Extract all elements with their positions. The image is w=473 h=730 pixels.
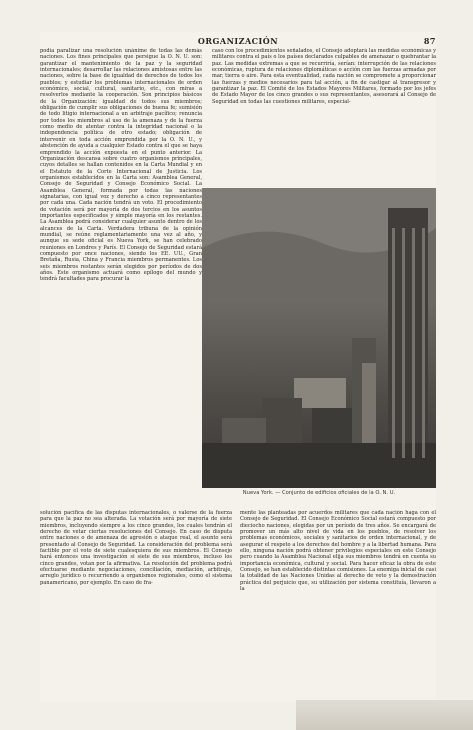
- page-header: [40, 32, 436, 48]
- city-skyline-illustration: [202, 188, 436, 488]
- page-number: 87: [423, 36, 436, 46]
- figure-caption: Nueva York. — Conjunto de edificios oficiales de la O. N. U.: [242, 490, 396, 496]
- scan-shadow: [296, 700, 473, 730]
- bottom-left-column-text: solución pacífica de las disputas internacionales, o valerse de la fuerza para que la paz no sea alterada. La votación será por mayoría de siete miembros, incluyendo siempre a los cinco grandes, los cuales tendrán el derecho de vetar ciertas resoluciones del Consejo. En caso de disputa entre naciones o de amenaza de agresión o ataque real, el asunto será presentado al Consejo de Seguridad. La consideración del problema será factible por el voto de siete cualesquiera de sus miembros. El Consejo hará entonces una investigación si siete de sus miembros, incluso los cinco grandes, votan por la afirmativa. La resolución del problema podrá efectuarse mediante negociaciones, conciliación, mediación, arbitraje, arreglo jurídico o recurriendo a organismos regionales, como el sistema panamericano, por ejemplo. En caso de fra-: [40, 510, 232, 586]
- bottom-right-column-text: mente las planteadas por acuerdos militares que cada nación haga con el Consejo de Seguridad. El Consejo Económico Social estará compuesto por dieciocho naciones, elegidas por un período de tres años. Se encargará de promover un más alto nivel de vida en los pueblos, de resolver los problemas económicos, sociales y sanitarios de orden internacional, y de asegurar el respeto a los derechos del hombre y a la libertad humana. Para ello, ninguna nación podrá obtener privilegios especiales en este Consejo pero cuando la Asamblea Nacional elija sus miembros tendrá en cuenta su importancia económica, cultural y social. Para hacer eficaz la obra de este Consejo, se han establecido distintas comisiones. La enemiga inicial de casi la totalidad de las Naciones Unidas al derecho de veto y la demostración práctica del perjuicio que, su utilización por sistema constituía, llevaron a la: [240, 510, 436, 593]
- right-column-top-text: caso con los procedimientos señalados, el Consejo adoptará las medidas económicas y militares contra el país o los países declarados culpables de amenazar o quebrantar la paz. Las medidas extremas a que se recurriría, serían: interrupción de las relaciones económicas, ruptura de relaciones diplomáticas o acción con las fuerzas armadas por mar, tierra o aire. Para esta eventualidad, cada nación se compromete a proporcionar las fuerzas y medios necesarios para tal acción, a fin de castigar al transgresor y garantizar la paz. El Comité de los Estados Mayores Militares, formado por los jefes de Estado Mayor de los cinco grandes o sus representantes, asesorará al Consejo de Seguridad en todas las cuestiones militares, especial-: [212, 48, 436, 105]
- document-page: [40, 32, 436, 702]
- un-buildings-figure: [202, 188, 436, 506]
- left-column-text: podía paralizar una resolución unánime de todas las demás naciones. Los fines principales que persigue la O. N. U. son: garantizar el mantenimiento de la paz y la seguridad internacionales; desarrollar las relaciones amistosas entre las naciones, sobre la base de igualdad de derechos de todos los pueblos; y estudiar los problemas internacionales de orden económico, social, cultural, sanitario, etc., con miras a resolverlos mediante la cooperación. Son principios básicos de la Organización: igualdad de todos sus miembros; obligación de cumplir sus obligaciones de buena fe; sumisión de todo litigio internacional a un arbitraje pacífico; renuncia por todos los miembros al uso de la amenaza y de la fuerza como medio de atentar contra la integridad nacional o la independencia política de otro estado; obligación de intervenir en toda acción emprendida por la O. N. U., y abstención de ayuda a cualquier Estado contra el que se haya emprendido la acción expuesta en el punto anterior. La Organización descansa sobre cuatro organismos principales, cuyos detalles se hallan contenidos en la Carta Mundial y en el Estatuto de la Corte Internacional de Justicia. Los organismos establecidos en la Carta son: Asamblea General, Consejo de Seguridad y Consejo Económico Social. La Asamblea General, formada por todas las naciones signatarias, con igual voz y derecho a cinco representantes por cada una. Cada nación tendrá un voto. El procedimiento de votación será por mayoría de dos tercios en los asuntos importantes especificados y simple mayoría en los restantes. La Asamblea podrá considerar cualquier asunto dentro de los alcances de la Carta. Verdadera tribuna de la opinión mundial, se reúne reglamentariamente una vez al año, y aunque su sede oficial es Nueva York, se han celebrado reuniones en Londres y París. El Consejo de Seguridad estará compuesto por once naciones, siendo los EE. UU., Gran Bretaña, Rusia, China y Francia miembros permanentes. Los seis miembros restantes serán elegidos por períodos de dos años. Este organismo actuará como epílogo del mundo y tendrá facultades para procurar la: [40, 48, 202, 283]
- new-york-photo: [202, 188, 436, 488]
- running-title: ORGANIZACIÓN: [197, 36, 279, 46]
